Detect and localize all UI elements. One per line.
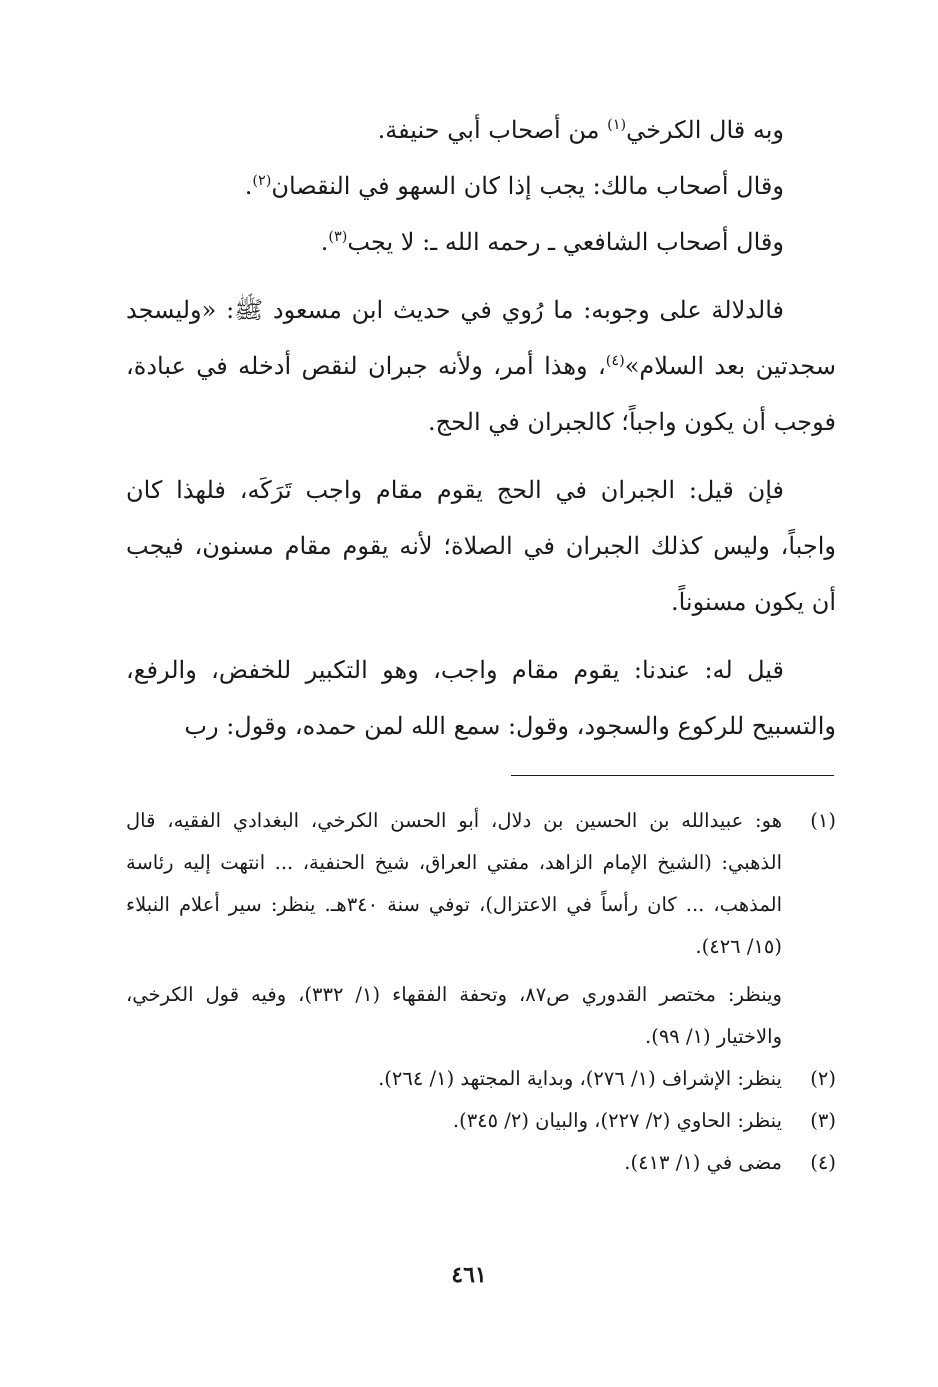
- footnote-number: (٤): [810, 1151, 836, 1174]
- footnote-3: [126, 1100, 836, 1142]
- page-number: ٤٦١: [451, 1262, 487, 1288]
- footnote-1: [126, 800, 836, 1058]
- footnote-ref-3: (٣): [328, 229, 348, 245]
- footnote-text: ينظر: الإشراف (١/ ٢٧٦)، وبداية المجتهد (١/ ٢٦٤).: [378, 1067, 782, 1090]
- main-text: [126, 102, 836, 754]
- footnote-text: هو: عبيدالله بن الحسين بن دلال، أبو الحسن الكرخي، البغدادي الفقيه، قال الذهبي: (الشيخ الإمام الزاهد، مفتي العراق، شيخ الحنفية، ... انتهت إليه رئاسة المذهب، ... كان رأساً في الاعتزال)، توفي سنة ٣٤٠هـ. ينظر: سير أعلام النبلاء (١٥/ ٤٢٦).: [126, 809, 782, 958]
- footnote-text: مضى في (١/ ٤١٣).: [624, 1151, 782, 1174]
- paragraph-5: فإن قيل: الجبران في الحج يقوم مقام واجب تَرَكَه، فلهذا كان واجباً، وليس كذلك الجبران في الصلاة؛ لأنه يقوم مقام مسنون، فيجب أن يكون مسنوناً.: [126, 476, 836, 616]
- footnote-text: ينظر: الحاوي (٢/ ٢٢٧)، والبيان (٢/ ٣٤٥).: [452, 1109, 782, 1132]
- footnote-ref-4: (٤): [605, 353, 625, 369]
- footnote-text-continued: وينظر: مختصر القدوري ص٨٧، وتحفة الفقهاء (١/ ٣٣٢)، وفيه قول الكرخي، والاختيار (١/ ٩٩).: [126, 983, 782, 1048]
- paragraph-4: فالدلالة على وجوبه: ما رُوي في حديث ابن مسعود ﷺ: «وليسجد سجدتين بعد السلام»$^{(٤)}$، وهذا أمر، ولأنه جبران لنقص أدخله في عبادة، فوجب أن يكون واجباً؛ كالجبران في الحج.: [126, 296, 837, 436]
- footnote-2: [126, 1058, 836, 1100]
- footnote-ref-1: (١): [607, 117, 627, 133]
- footnote-number: (١): [810, 809, 836, 832]
- paragraph-6: قيل له: عندنا: يقوم مقام واجب، وهو التكبير للخفض، والرفع، والتسبيح للركوع والسجود، وقول: سمع الله لمن حمده، وقول: رب: [126, 656, 836, 740]
- paragraph-2: وقال أصحاب مالك: يجب إذا كان السهو في النقصان$^{(٢)}$.: [244, 172, 784, 200]
- footnote-number: (٢): [810, 1067, 836, 1090]
- footnote-ref-2: (٢): [252, 173, 272, 189]
- footnote-4: [126, 1142, 836, 1184]
- paragraph-1: وبه قال الكرخي$^{(١)}$ من أصحاب أبي حنيفة.: [377, 116, 784, 144]
- footnote-divider: [511, 775, 834, 776]
- paragraph-3: وقال أصحاب الشافعي ـ رحمه الله ـ: لا يجب$^{(٣)}$.: [320, 228, 784, 256]
- footnotes: [126, 800, 836, 1184]
- footnote-number: (٣): [810, 1109, 836, 1132]
